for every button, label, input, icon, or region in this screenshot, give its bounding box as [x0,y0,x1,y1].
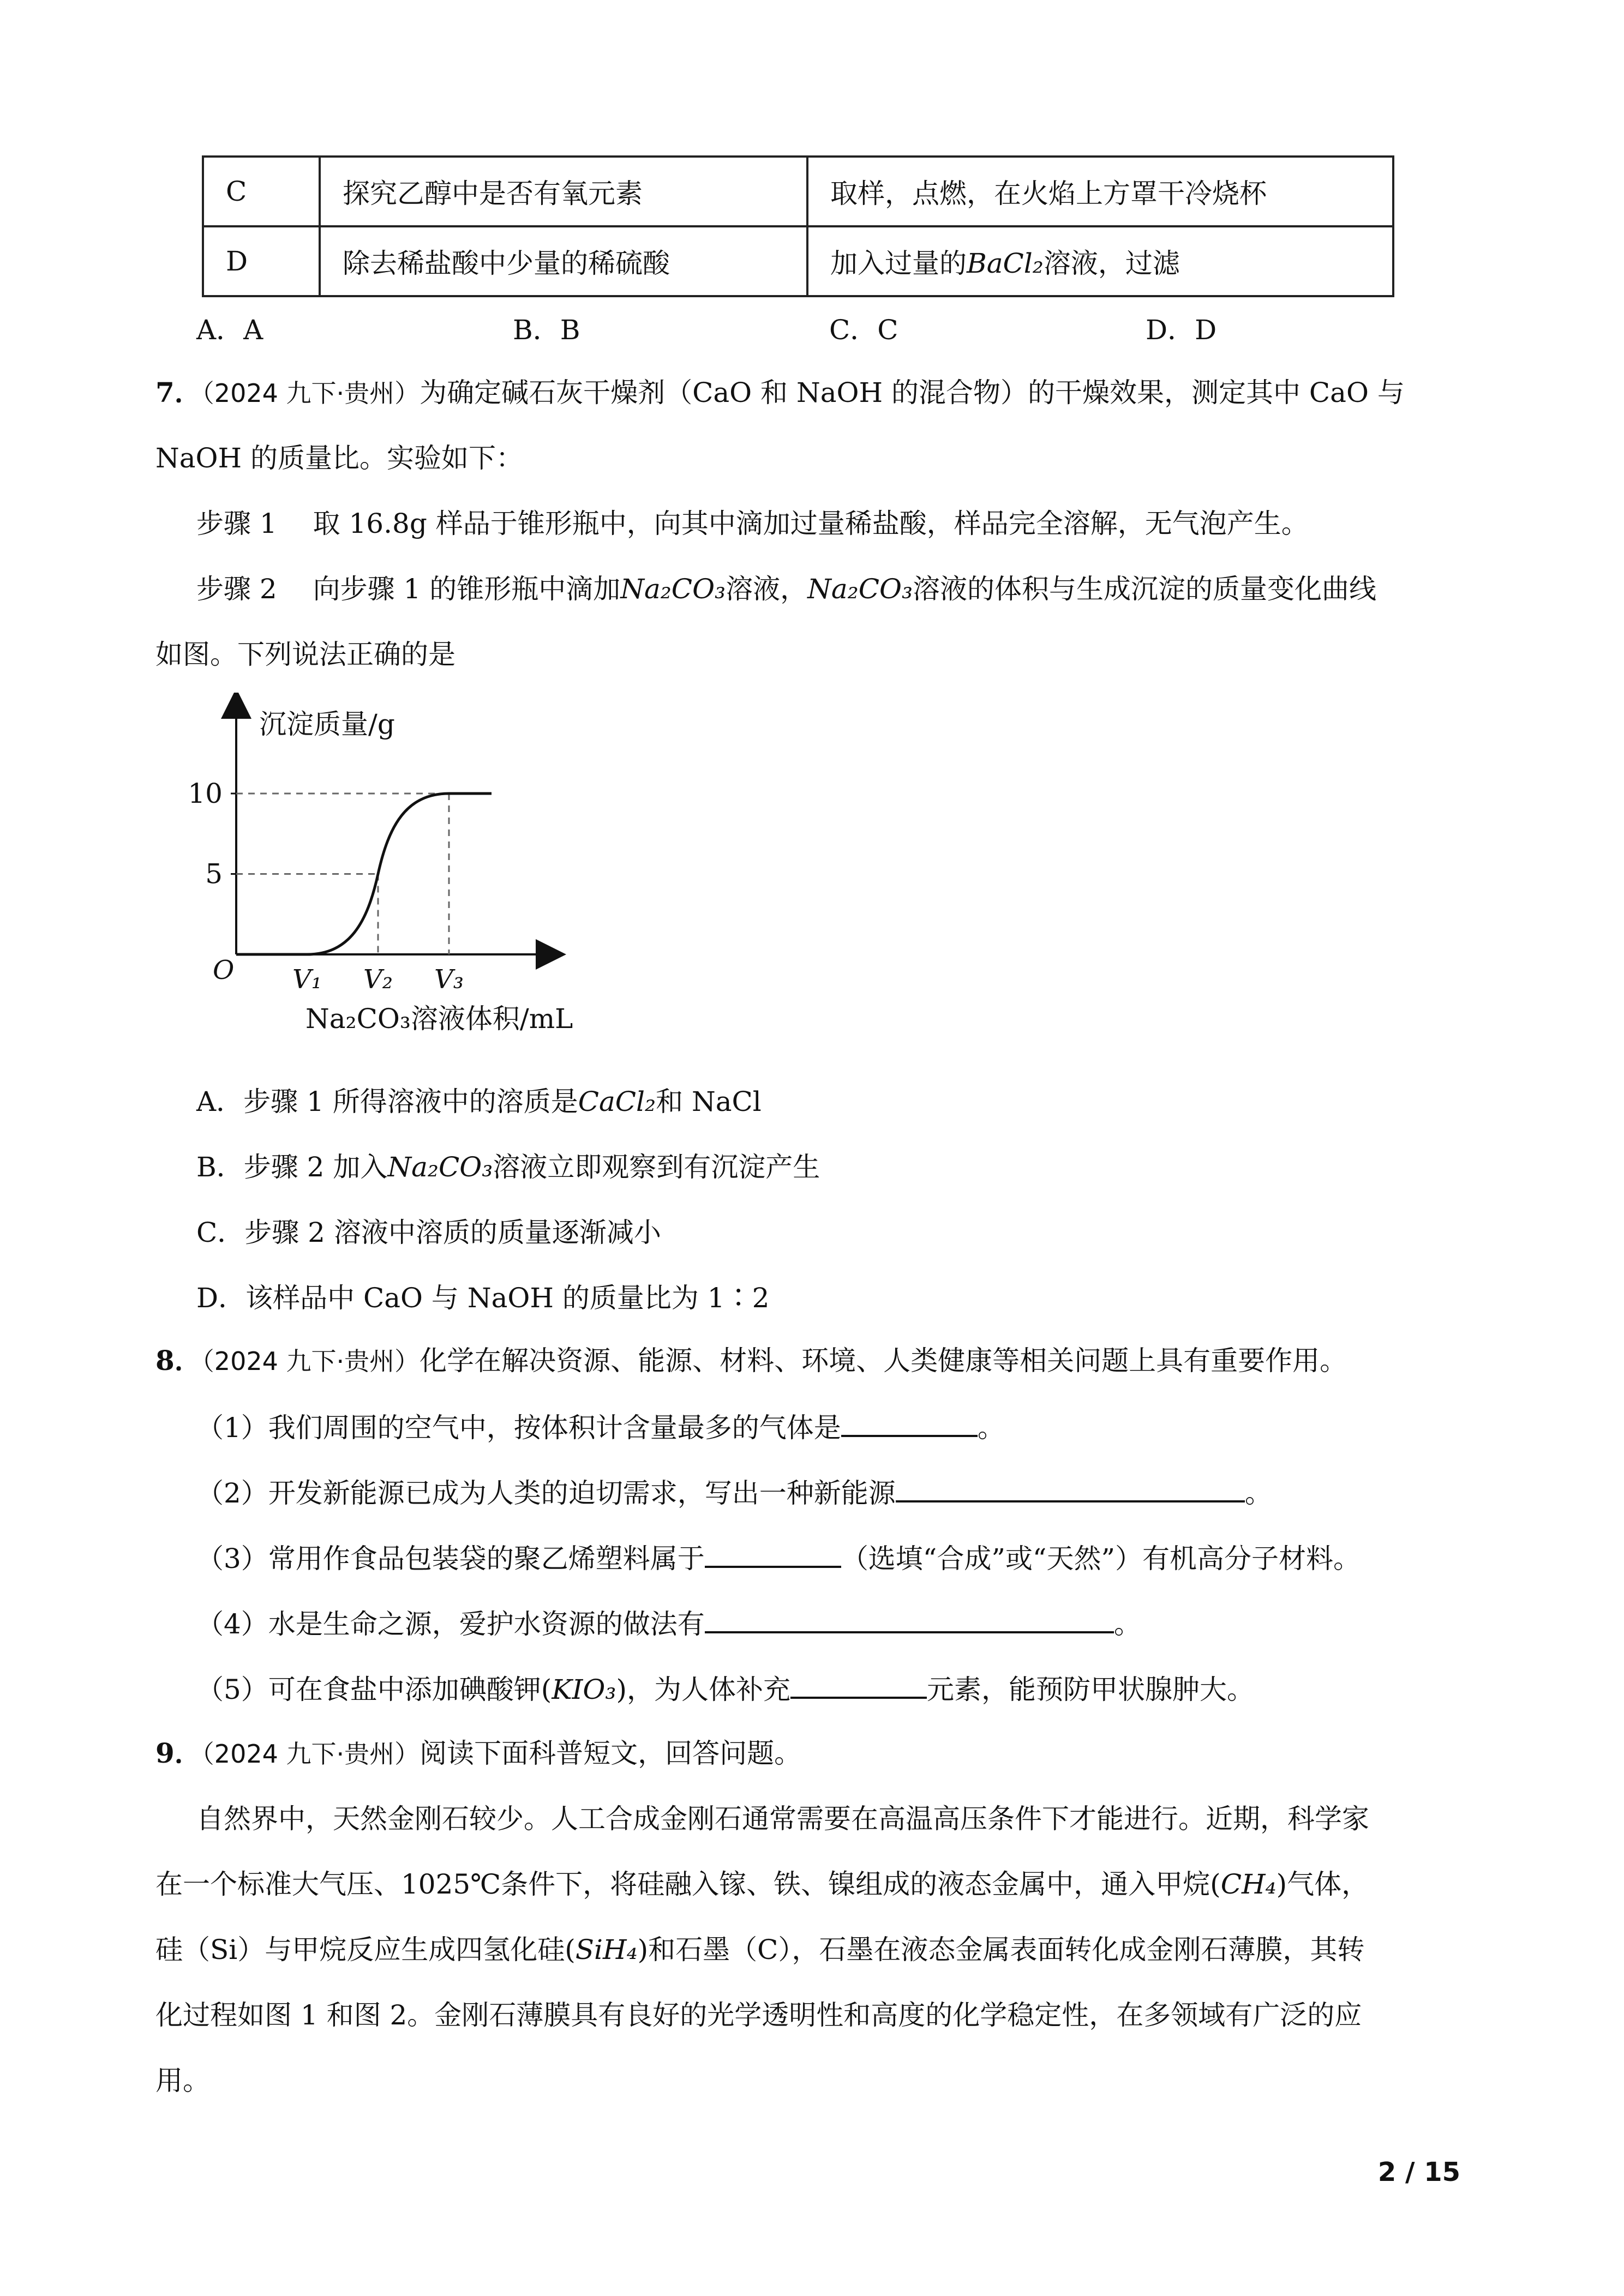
q9-stem: 9．（2024 九下·贵州）阅读下面科普短文，回答问题。 [155,1737,802,1769]
origin-label: O [213,955,235,985]
question-source: （2024 九下·贵州） [201,378,420,408]
formula: Na₂CO₃ [387,1151,493,1183]
q7-option-a: A．步骤 1 所得溶液中的溶质是CaCl₂和 NaCl [196,1086,762,1117]
formula: Na₂CO₃ [807,573,913,605]
q7-option-c: C．步骤 2 溶液中溶质的质量逐渐减小 [196,1217,661,1248]
q7-step2: 步骤 2 向步骤 1 的锥形瓶中滴加Na₂CO₃溶液，Na₂CO₃溶液的体积与生成沉淀的质量变化曲线 [196,573,1377,605]
x-tick-label: V₃ [434,964,464,995]
answer-blank[interactable] [705,1606,1114,1633]
q8-sub5: （5）可在食盐中添加碘酸钾(KIO₃)，为人体补充 元素，能预防甲状腺肿大。 [196,1672,1254,1706]
table-cell-method: 加入过量的BaCl₂溶液，过滤 [807,226,1393,296]
x-tick-label: V₁ [292,964,322,995]
q8-sub4: （4）水是生命之源，爱护水资源的做法有 。 [196,1606,1141,1640]
question-source: （2024 九下·贵州） [201,1739,420,1769]
x-axis-label: Na₂CO₃溶液体积/mL [305,1003,573,1035]
answer-blank[interactable] [896,1475,1245,1502]
table-row [203,157,1393,226]
q9-paragraph-line: 用。 [155,2065,210,2096]
experiment-options-table [202,155,1394,297]
table-cell-label: D [203,226,320,296]
answer-blank[interactable] [705,1541,841,1568]
y-tick-label: 5 [205,858,223,890]
q7-step1: 步骤 1 取 16.8g 样品于锥形瓶中，向其中滴加过量稀盐酸，样品完全溶解，无气泡产生。 [196,508,1309,539]
y-tick-label: 10 [188,778,223,809]
formula: Na₂CO₃ [620,573,726,605]
q9-paragraph-line: 在一个标准大气压、1025℃条件下，将硅融入镓、铁、镍组成的液态金属中，通入甲烷(CH₄)气体， [155,1868,1369,1900]
answer-blank[interactable] [841,1410,978,1437]
formula: BaCl₂ [967,248,1044,279]
answer-blank[interactable] [790,1672,927,1699]
table-row [203,226,1393,296]
formula: KIO₃ [552,1674,616,1705]
formula: CH₄ [1220,1868,1277,1900]
x-tick-label: V₂ [363,964,393,995]
q8-sub3: （3）常用作食品包装袋的聚乙烯塑料属于 （选填“合成”或“天然”）有机高分子材料。 [196,1541,1361,1575]
q9-paragraph-line: 硅（Si）与甲烷反应生成四氢化硅(SiH₄)和石墨（C），石墨在液态金属表面转化成金刚石薄膜，其转 [155,1934,1365,1966]
option-a: A．A [196,314,263,346]
table-cell-purpose: 探究乙醇中是否有氧元素 [320,157,807,226]
q8-sub1: （1）我们周围的空气中，按体积计含量最多的气体是 。 [196,1410,1005,1444]
q9-paragraph-line: 化过程如图 1 和图 2。金刚石薄膜具有良好的光学透明性和高度的化学稳定性，在多领域有广泛的应 [155,1999,1362,2031]
formula: SiH₄ [575,1934,638,1966]
q8-stem: 8．（2024 九下·贵州）化学在解决资源、能源、材料、环境、人类健康等相关问题上具有重要作用。 [155,1344,1347,1377]
option-d: D．D [1146,314,1217,346]
q7-option-d: D．该样品中 CaO 与 NaOH 的质量比为 1∶2 [196,1282,770,1314]
q6-options [196,314,1216,346]
q9-paragraph-line: 自然界中，天然金刚石较少。人工合成金刚石通常需要在高温高压条件下才能进行。近期，科学家 [196,1803,1369,1835]
table-cell-purpose: 除去稀盐酸中少量的稀硫酸 [320,226,807,296]
question-source: （2024 九下·贵州） [201,1347,420,1376]
q7-stem-line1: 7．（2024 九下·贵州）为确定碱石灰干燥剂（CaO 和 NaOH 的混合物）的干燥效果，测定其中 CaO 与 [155,376,1405,408]
option-c: C．C [829,314,898,346]
page-number: 2 / 15 [1377,2157,1460,2187]
q7-step2-line2: 如图。下列说法正确的是 [155,639,456,670]
table-cell-method: 取样，点燃，在火焰上方罩干冷烧杯 [807,157,1393,226]
table-cell-label: C [203,157,320,226]
formula: CaCl₂ [578,1086,656,1117]
option-b: B．B [513,314,580,346]
q8-sub2: （2）开发新能源已成为人类的迫切需求，写出一种新能源 。 [196,1475,1272,1510]
precipitate-mass-chart [185,693,633,1047]
q7-option-b: B．步骤 2 加入Na₂CO₃溶液立即观察到有沉淀产生 [196,1151,820,1183]
y-axis-label: 沉淀质量/g [259,708,395,740]
q7-stem-line2: NaOH 的质量比。实验如下： [155,442,524,474]
